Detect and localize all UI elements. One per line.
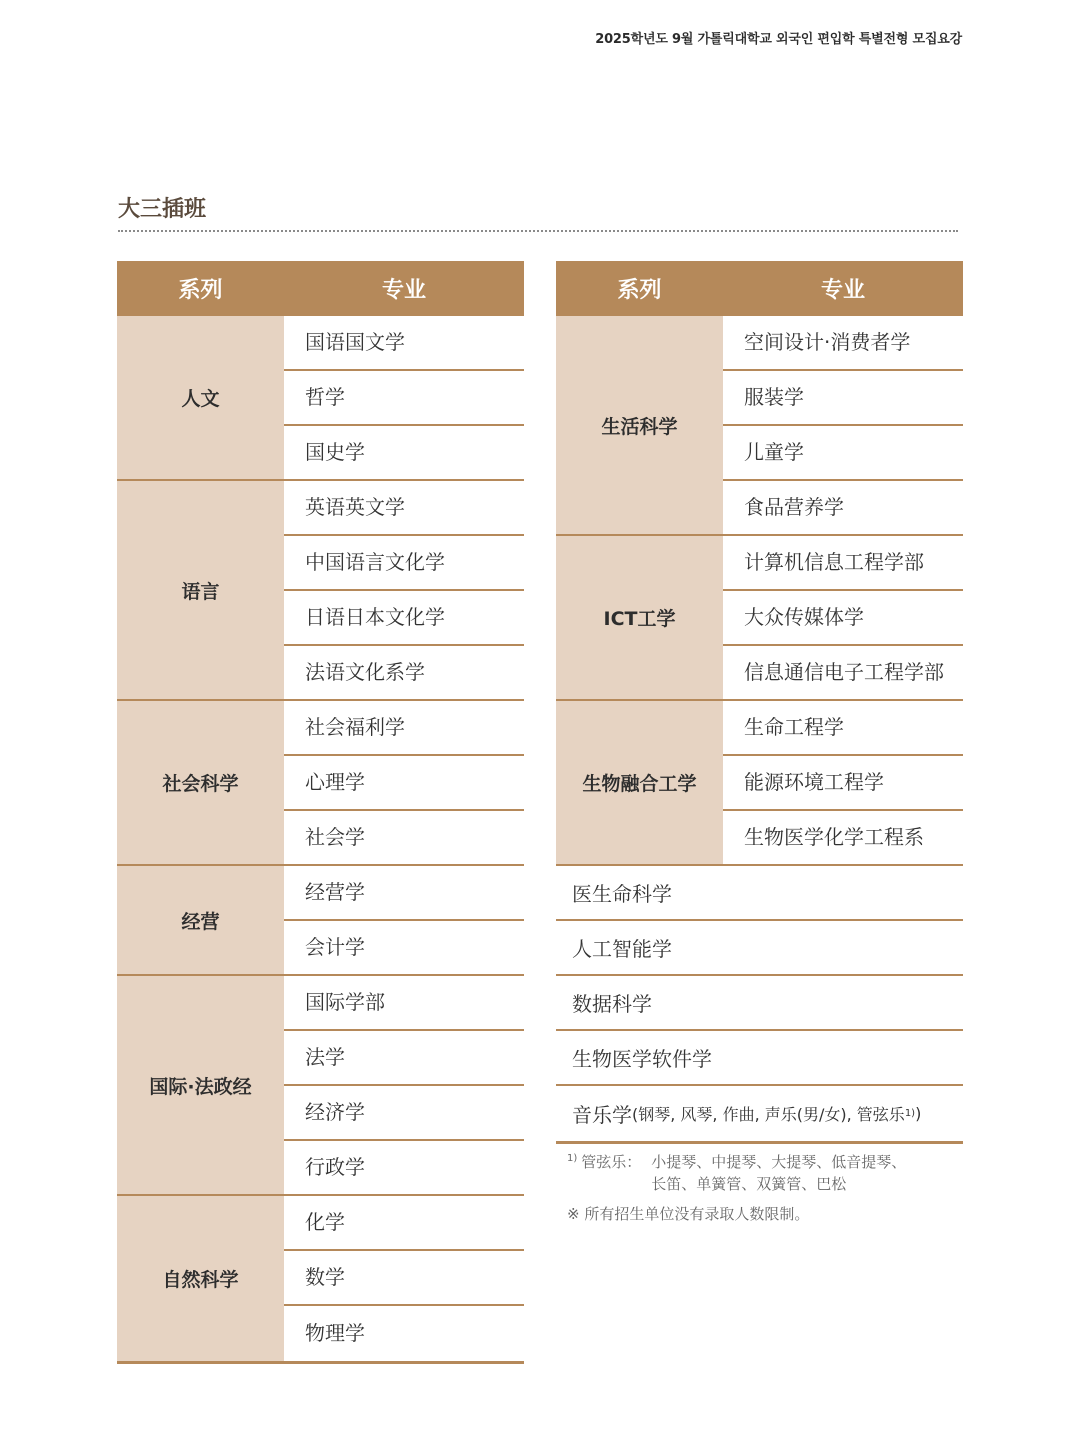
category-column-header: 系列 bbox=[178, 278, 223, 303]
major-cell: 社会福利学 bbox=[284, 701, 524, 756]
major-cell: 法语文化系学 bbox=[284, 646, 524, 701]
major-cell: 生命工程学 bbox=[723, 701, 963, 756]
category-group bbox=[117, 866, 524, 976]
category-cell: 人文 bbox=[117, 316, 284, 481]
category-cell: 自然科学 bbox=[117, 1196, 284, 1361]
major-cell: 行政学 bbox=[284, 1141, 524, 1196]
major-cell: 中国语言文化学 bbox=[284, 536, 524, 591]
left-majors-table bbox=[117, 261, 524, 1364]
footnote-marker: 1) bbox=[904, 1108, 916, 1119]
right-majors-table bbox=[556, 261, 963, 1144]
major-cell: 经营学 bbox=[284, 866, 524, 921]
major-cell: 国际学部 bbox=[284, 976, 524, 1031]
orchestral-footnote bbox=[567, 1151, 962, 1195]
major-cell: 哲学 bbox=[284, 371, 524, 426]
category-group bbox=[117, 701, 524, 866]
table-header bbox=[117, 261, 524, 316]
major-cell: 计算机信息工程学部 bbox=[723, 536, 963, 591]
running-head: 2025학년도 9월 가톨릭대학교 외국인 편입학 특별전형 모집요강 bbox=[595, 32, 962, 47]
major-column-header: 专业 bbox=[820, 278, 865, 303]
category-group bbox=[556, 316, 963, 536]
major-cell: 英语英文学 bbox=[284, 481, 524, 536]
category-cell: 经营 bbox=[117, 866, 284, 976]
music-major-close-paren: ) bbox=[915, 1104, 922, 1123]
category-cell: 生物融合工学 bbox=[556, 701, 723, 866]
category-cell: 社会科学 bbox=[117, 701, 284, 866]
music-major-name: 音乐学 bbox=[572, 1103, 632, 1127]
footnotes bbox=[567, 1151, 962, 1224]
major-cell: 社会学 bbox=[284, 811, 524, 866]
major-cell: 经济学 bbox=[284, 1086, 524, 1141]
major-cell: 心理学 bbox=[284, 756, 524, 811]
major-cell: 信息通信电子工程学部 bbox=[723, 646, 963, 701]
quota-note: ※ 所有招生单位没有录取人数限制。 bbox=[567, 1205, 810, 1223]
major-cell: 服装学 bbox=[723, 371, 963, 426]
category-cell: 生活科学 bbox=[556, 316, 723, 536]
category-group bbox=[117, 316, 524, 481]
major-cell: 国语国文学 bbox=[284, 316, 524, 371]
category-group bbox=[556, 701, 963, 866]
major-cell: 国史学 bbox=[284, 426, 524, 481]
footnote-line: 长笛、单簧管、双簧管、巴松 bbox=[651, 1175, 847, 1193]
category-cell: 国际·法政经 bbox=[117, 976, 284, 1196]
major-cell: 生物医学化学工程系 bbox=[723, 811, 963, 866]
major-column-header: 专业 bbox=[381, 278, 426, 303]
major-cell: 化学 bbox=[284, 1196, 524, 1251]
category-group bbox=[117, 976, 524, 1196]
category-cell: 语言 bbox=[117, 481, 284, 701]
footnote-label: 管弦乐： bbox=[581, 1153, 642, 1171]
full-width-major-row: 人工智能学 bbox=[556, 921, 963, 976]
major-cell: 食品营养学 bbox=[723, 481, 963, 536]
major-cell: 空间设计·消费者学 bbox=[723, 316, 963, 371]
major-cell: 物理学 bbox=[305, 1321, 365, 1345]
music-major-row bbox=[556, 1086, 963, 1141]
major-cell: 法学 bbox=[284, 1031, 524, 1086]
section-title: 大三插班 bbox=[118, 197, 207, 222]
major-cell: 儿童学 bbox=[723, 426, 963, 481]
major-cell: 能源环境工程学 bbox=[723, 756, 963, 811]
category-group bbox=[117, 481, 524, 701]
category-cell: ICT工学 bbox=[556, 536, 723, 701]
major-cell: 日语日本文化学 bbox=[284, 591, 524, 646]
major-cell: 数学 bbox=[284, 1251, 524, 1306]
category-group bbox=[117, 1196, 524, 1361]
full-width-major-row: 医生命科学 bbox=[556, 866, 963, 921]
major-cell: 大众传媒体学 bbox=[723, 591, 963, 646]
full-width-major-row: 数据科学 bbox=[556, 976, 963, 1031]
dotted-divider bbox=[118, 230, 958, 232]
category-column-header: 系列 bbox=[617, 278, 662, 303]
table-header bbox=[556, 261, 963, 316]
full-width-major-row: 生物医学软件学 bbox=[556, 1031, 963, 1086]
major-cell: 会计学 bbox=[284, 921, 524, 976]
music-major-detail: (钢琴, 风琴, 作曲, 声乐(男/女), 管弦乐 bbox=[632, 1105, 905, 1124]
footnote-marker: 1) bbox=[567, 1153, 578, 1164]
category-group bbox=[556, 536, 963, 701]
footnote-line: 小提琴、中提琴、大提琴、低音提琴、 bbox=[651, 1153, 907, 1171]
